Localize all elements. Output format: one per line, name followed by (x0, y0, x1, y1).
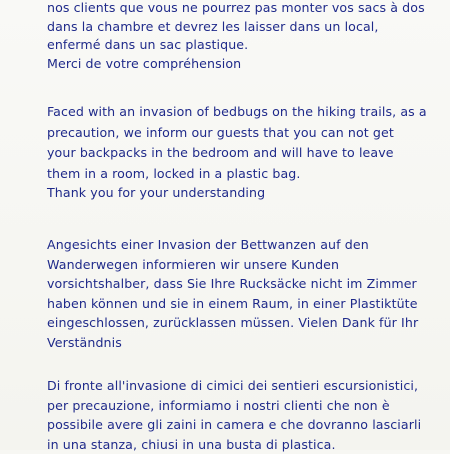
english-thanks-line: Thank you for your understanding (47, 185, 266, 200)
french-paragraph (47, 0, 443, 73)
english-paragraph (47, 102, 443, 184)
french-line: dans la chambre et devrez les laisser dans un local, (47, 18, 379, 34)
italian-line: in una stanza, chiusi in una busta di plastica. (47, 436, 336, 452)
german-line: Wanderwegen informieren wir unsere Kunden (47, 256, 340, 272)
german-line: Angesichts einer Invasion der Bettwanzen auf den (47, 237, 369, 252)
french-line: nos clients que vous ne pourrez pas monter vos sacs à dos (47, 0, 425, 15)
italian-line: possibile avere gli zaini in camera e che dovranno lasciarli (47, 417, 422, 433)
italian-line: per precauzione, informiamo i nostri clienti che non è (47, 397, 390, 413)
italian-paragraph (47, 376, 443, 454)
english-thanks (47, 184, 443, 203)
english-line: Faced with an invasion of bedbugs on the hiking trails, as a (47, 104, 427, 119)
german-line: eingeschlossen, zurücklassen müssen. Vielen Dank für Ihr (47, 315, 419, 331)
english-line: your backpacks in the bedroom and will have to leave (47, 145, 394, 160)
english-line: them in a room, locked in a plastic bag. (47, 165, 301, 181)
german-paragraph (47, 235, 443, 353)
german-line: vorsichtshalber, dass Sie Ihre Rucksäcke nicht im Zimmer (47, 276, 417, 292)
italian-line: Di fronte all'invasione di cimici dei sentieri escursionistici, (47, 378, 419, 393)
french-line: enfermé dans un sac plastique. (47, 37, 249, 53)
english-line: precaution, we inform our guests that you can not get (47, 124, 394, 140)
french-line: Merci de votre compréhension (47, 55, 242, 71)
german-line: Verständnis (47, 334, 122, 350)
german-line: haben können und sie in einem Raum, in einer Plastiktüte (47, 295, 418, 311)
